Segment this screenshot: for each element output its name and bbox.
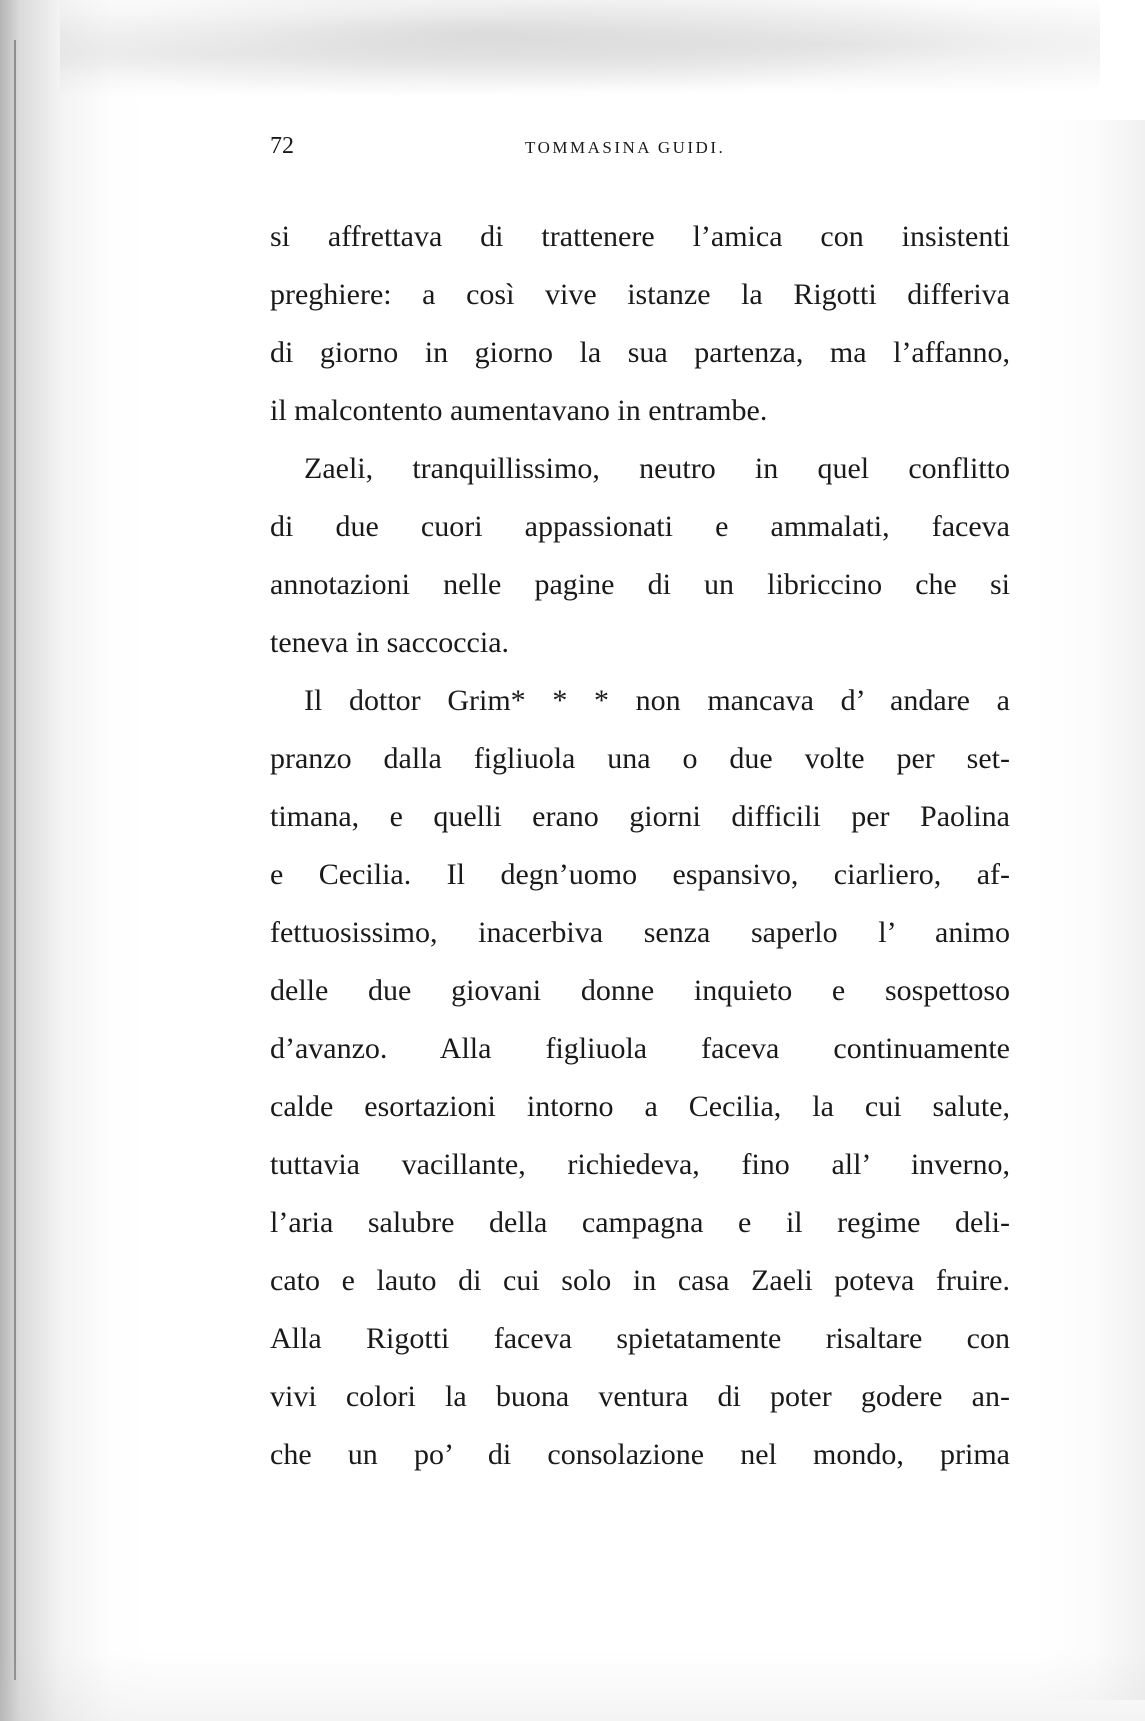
scan-noise-right <box>1035 120 1145 1700</box>
text-line: calde esortazioni intorno a Cecilia, la cui salute, <box>270 1090 1010 1123</box>
running-title: TOMMASINA GUIDI. <box>525 138 726 157</box>
scan-noise-bottom <box>0 1651 1145 1721</box>
text-line: si affrettava di trattenere l’amica con insistenti <box>270 220 1010 253</box>
text-line: delle due giovani donne inquieto e sospettoso <box>270 974 1010 1007</box>
text-line: il malcontento aumentavano in entrambe. <box>270 394 768 427</box>
text-line: pranzo dalla figliuola una o due volte per set- <box>270 742 1010 775</box>
text-line: preghiere: a così vive istanze la Rigotti differiva <box>270 278 1010 311</box>
text-line: teneva in saccoccia. <box>270 626 510 659</box>
paragraph-3 <box>270 672 1010 1484</box>
text-line: che un po’ di consolazione nel mondo, prima <box>270 1438 1010 1471</box>
paragraph-1 <box>270 208 1010 440</box>
text-line: e Cecilia. Il degn’uomo espansivo, ciarliero, af- <box>270 858 1010 891</box>
spine-edge <box>14 40 16 1680</box>
scan-noise-top <box>60 0 1100 110</box>
text-line: fettuosissimo, inacerbiva senza saperlo l’ animo <box>270 916 1010 949</box>
text-line: Alla Rigotti faceva spietatamente risaltare con <box>270 1322 1010 1355</box>
text-line: cato e lauto di cui solo in casa Zaeli poteva fruire. <box>270 1264 1010 1297</box>
spine-shadow <box>0 0 150 1721</box>
body-text <box>270 208 1010 1628</box>
text-line: timana, e quelli erano giorni difficili per Paolina <box>270 800 1010 833</box>
text-line: tuttavia vacillante, richiedeva, fino all’ inverno, <box>270 1148 1010 1181</box>
text-line: di due cuori appassionati e ammalati, faceva <box>270 510 1010 543</box>
text-line: d’avanzo. Alla figliuola faceva continuamente <box>270 1032 1010 1065</box>
page-number: 72 <box>270 133 294 159</box>
text-line: vivi colori la buona ventura di poter godere an- <box>270 1380 1010 1413</box>
page-header <box>270 130 1010 170</box>
text-line: l’aria salubre della campagna e il regime deli- <box>270 1206 1010 1239</box>
text-line: Zaeli, tranquillissimo, neutro in quel conflitto <box>304 452 1010 485</box>
paragraph-2 <box>270 440 1010 672</box>
text-line: di giorno in giorno la sua partenza, ma l’affanno, <box>270 336 1010 369</box>
text-line: annotazioni nelle pagine di un libriccino che si <box>270 568 1010 601</box>
text-line: Il dottor Grim* * * non mancava d’ andare a <box>304 684 1010 717</box>
